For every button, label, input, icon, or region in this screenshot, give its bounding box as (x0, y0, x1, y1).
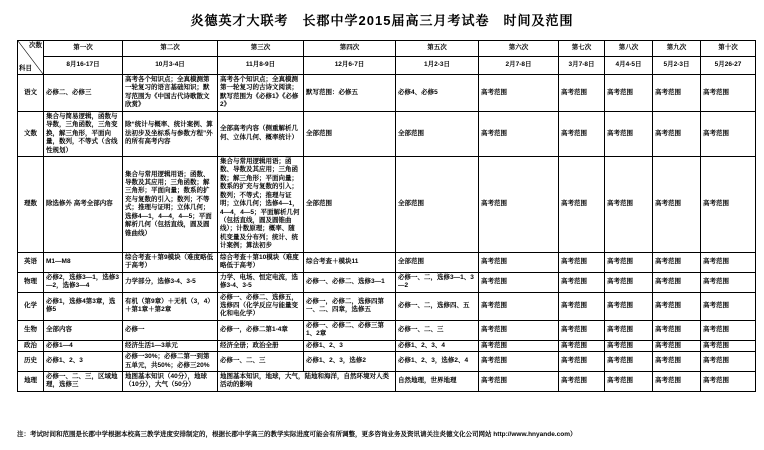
table-cell: 高考范围 (605, 292, 653, 320)
table-cell: 高考范围 (605, 372, 653, 392)
table-cell: 自然地理，世界地理 (396, 372, 479, 392)
table-cell: 高考范围 (479, 352, 559, 372)
table-cell: 高考范围 (653, 352, 701, 372)
table-cell: 高考范围 (653, 272, 701, 292)
corner-label-count: 次数 (29, 42, 42, 49)
table-cell: 高考范围 (701, 111, 756, 156)
table-cell: 必修一、二，选修3—1、3—2 (396, 272, 479, 292)
column-date: 11月8-9日 (218, 57, 304, 75)
table-cell: 高考范围 (559, 340, 605, 351)
table-row (18, 75, 756, 112)
table-cell: 高考范围 (605, 75, 653, 112)
table-cell: 必修1、2、3、4 (396, 340, 479, 351)
table-cell: M1—M8 (44, 252, 123, 272)
table-cell: 集合与常用逻辑用语；函数、导数及其应用；三角函数；解三角形；平面向量；数系的扩充与复数的引入；数列；不等式；推理与证明；立体几何；选修4—1，4—4，4—5；平面解析几何（包括直线，圆及圆锥曲线）；计数原理；概率、随机变量及分布列；统计、统计案例；算法初步 (218, 156, 304, 252)
table-row (18, 352, 756, 372)
table-cell: 高考范围 (559, 272, 605, 292)
table-cell: 高考范围 (605, 252, 653, 272)
table-cell: 必修1，选修4第3章，选修5 (44, 292, 123, 320)
table-header (18, 41, 756, 75)
table-cell: 必修二、必修三 (44, 75, 123, 112)
table-cell: 高考范围 (605, 272, 653, 292)
table-row (18, 292, 756, 320)
table-cell: 必修一、二、三 (396, 320, 479, 340)
table-cell: 必修1、2、3 (304, 340, 396, 351)
table-cell: 全部内容 (44, 320, 123, 340)
table-cell: 全部范围 (304, 156, 396, 252)
table-cell: 必修1、2、3，选修2、4 (396, 352, 479, 372)
column-date: 5月2-3日 (653, 57, 701, 75)
table-cell: 必修1—4 (44, 340, 123, 351)
table-cell: 必修一、必修二、选修3—1 (304, 272, 396, 292)
table-cell: 高考范围 (653, 75, 701, 112)
column-date: 2月7-8日 (479, 57, 559, 75)
column-header: 第九次 (653, 41, 701, 57)
table-cell: 全部高考内容（侧重解析几何、立体几何、概率统计） (218, 111, 304, 156)
table-row (18, 272, 756, 292)
table-cell: 必修一、二、三 (218, 352, 304, 372)
table-cell: 全部范围 (304, 111, 396, 156)
column-date: 12月6-7日 (304, 57, 396, 75)
header-row-dates (18, 57, 756, 75)
table-cell: 必修2，选修3—1，选修3—2，选修3—4 (44, 272, 123, 292)
table-cell: 高考范围 (605, 111, 653, 156)
page-title: 炎德英才大联考 长郡中学2015届高三月考试卷 时间及范围 (190, 13, 574, 28)
column-date: 5月26-27 (701, 57, 756, 75)
table-cell: 地图基本知识（40分），地球（10分），大气（50分） (123, 372, 218, 392)
column-header: 第三次 (218, 41, 304, 57)
table-cell: 必修一、二，选修四、五 (396, 292, 479, 320)
table-cell: 必修一、必修二、必修三第1、2章 (304, 320, 396, 340)
table-cell: 高考范围 (701, 372, 756, 392)
column-date: 10月3-4日 (123, 57, 218, 75)
table-row (18, 372, 756, 392)
table-cell: 高考范围 (479, 252, 559, 272)
subject-label: 语文 (18, 75, 44, 112)
subject-label: 化学 (18, 292, 44, 320)
table-cell: 高考范围 (479, 75, 559, 112)
table-row (18, 156, 756, 252)
column-header: 第六次 (479, 41, 559, 57)
table-cell: 高考范围 (559, 372, 605, 392)
column-header: 第四次 (304, 41, 396, 57)
table-cell: 高考范围 (479, 156, 559, 252)
subject-label: 文数 (18, 111, 44, 156)
table-cell: 高考范围 (653, 252, 701, 272)
table-cell: 集合与常用逻辑用语；函数、导数及其应用；三角函数；解三角形；平面向量；数系的扩充与复数的引入；数列；不等式；推理与证明；立体几何；选修4—1，4—4，4—5；平面解析几何（包括直线，圆及圆锥曲线） (123, 156, 218, 252)
subject-label: 地理 (18, 372, 44, 392)
table-cell: 必修一、必修二、选修五，选修四（化学反应与能量变化和电化学） (218, 292, 304, 320)
table-cell: 高考范围 (701, 252, 756, 272)
table-cell: 高考范围 (653, 292, 701, 320)
table-cell: 高考范围 (605, 340, 653, 351)
table-cell: 高考范围 (479, 111, 559, 156)
table-cell: 必修一，必修二，选修四第一、二、四章，选修五 (304, 292, 396, 320)
table-cell: 全部范围 (396, 156, 479, 252)
table-cell: 高考范围 (479, 340, 559, 351)
table-row (18, 320, 756, 340)
table-cell: 高考范围 (479, 292, 559, 320)
table-cell: 高考范围 (479, 272, 559, 292)
table-cell: 高考各个知识点；全真模测第一轮复习的古诗文阅读；默写范围为《必修1》《必修2》 (218, 75, 304, 112)
column-header: 第五次 (396, 41, 479, 57)
table-cell: 高考范围 (701, 156, 756, 252)
exam-schedule-table (17, 40, 756, 392)
table-row (18, 340, 756, 351)
table-cell: 综合考查＋第9模块（难度略低于高考） (123, 252, 218, 272)
table-cell: 经济生活1—3单元 (123, 340, 218, 351)
subject-label: 英语 (18, 252, 44, 272)
table-cell: 经济全册；政治全册 (218, 340, 304, 351)
table-cell: 高考范围 (653, 340, 701, 351)
table-cell: 除“统计与概率、统计案例、算法初步及坐标系与参数方程”外的所有高考内容 (123, 111, 218, 156)
table-cell: 高考各个知识点；全真模测第一轮复习的语言基础知识；默写范围为《中国古代诗歌散文欣赏》 (123, 75, 218, 112)
table-cell: 高考范围 (701, 340, 756, 351)
table-cell: 高考范围 (701, 320, 756, 340)
corner-label-subject: 科目 (19, 64, 32, 72)
column-header: 第七次 (559, 41, 605, 57)
table-cell: 高考范围 (559, 320, 605, 340)
table-cell: 综合考查＋模块11 (304, 252, 396, 272)
column-date: 4月4-5日 (605, 57, 653, 75)
table-cell: 必修一 (123, 320, 218, 340)
subject-label: 生物 (18, 320, 44, 340)
table-cell: 高考范围 (653, 156, 701, 252)
table-cell: 综合考查＋第10模块（难度略低于高考） (218, 252, 304, 272)
column-header: 第二次 (123, 41, 218, 57)
table-cell: 高考范围 (559, 292, 605, 320)
table-cell: 全部范围 (396, 111, 479, 156)
table-cell: 必修1、2、3 (44, 352, 123, 372)
table-cell: 高考范围 (559, 252, 605, 272)
table-cell: 高考范围 (479, 372, 559, 392)
table-cell: 集合与简易逻辑，函数与导数，三角函数，三角变换，解三角形，平面向量，数列，不等式（含线性规划） (44, 111, 123, 156)
table-cell: 必修一、二、三，区域地理，选修三 (44, 372, 123, 392)
table-cell: 高考范围 (559, 352, 605, 372)
table-cell: 高考范围 (701, 75, 756, 112)
table-row (18, 111, 756, 156)
table-cell: 全部范围 (396, 252, 479, 272)
table-cell: 高考范围 (605, 352, 653, 372)
table-cell: 高考范围 (653, 111, 701, 156)
subject-label: 理数 (18, 156, 44, 252)
subject-label: 历史 (18, 352, 44, 372)
table-cell: 力学部分，选修3-4、3-5 (123, 272, 218, 292)
table-cell: 高考范围 (653, 320, 701, 340)
table-cell: 高考范围 (559, 156, 605, 252)
table-cell: 必修一30%；必修二第一到第五单元，共50%；必修三20% (123, 352, 218, 372)
exam-table-body (18, 75, 756, 392)
column-header: 第十次 (701, 41, 756, 57)
table-cell: 高考范围 (653, 372, 701, 392)
column-date: 3月7-8日 (559, 57, 605, 75)
table-cell: 高考范围 (605, 156, 653, 252)
header-row-labels (18, 41, 756, 57)
column-date: 8月16-17日 (44, 57, 123, 75)
table-cell: 必修一，必修二第1-4章 (218, 320, 304, 340)
table-cell: 高考范围 (701, 352, 756, 372)
subject-label: 政治 (18, 340, 44, 351)
table-cell: 高考范围 (559, 111, 605, 156)
table-row (18, 252, 756, 272)
subject-label: 物理 (18, 272, 44, 292)
table-cell: 默写范围：必修五 (304, 75, 396, 112)
corner-cell (18, 41, 44, 75)
table-cell: 必修1、2、3，选修2 (304, 352, 396, 372)
table-cell: 高考范围 (479, 320, 559, 340)
table-cell: 有机（第9章）＋无机（3，4）＋第1章＋第2章 (123, 292, 218, 320)
table-cell: 必修4、必修5 (396, 75, 479, 112)
column-date: 1月2-3日 (396, 57, 479, 75)
column-header: 第八次 (605, 41, 653, 57)
table-cell: 地图基本知识，地球，大气，陆地和海洋，自然环境对人类活动的影响 (218, 372, 396, 392)
table-cell: 力学、电场、恒定电流，选修3-4、3-5 (218, 272, 304, 292)
table-cell: 除选修外 高考全部内容 (44, 156, 123, 252)
column-header: 第一次 (44, 41, 123, 57)
table-cell: 高考范围 (701, 292, 756, 320)
table-cell: 高考范围 (559, 75, 605, 112)
table-cell: 高考范围 (605, 320, 653, 340)
footer-note: 注：考试时间和范围是长郡中学根据本校高三教学进度安排制定的，根据长郡中学高三的教学实际进度可能会有所调整，更多咨询业务及资讯请关注炎德文化公司网站 http://www.hnyande.com） (17, 431, 577, 438)
table-cell: 高考范围 (701, 272, 756, 292)
